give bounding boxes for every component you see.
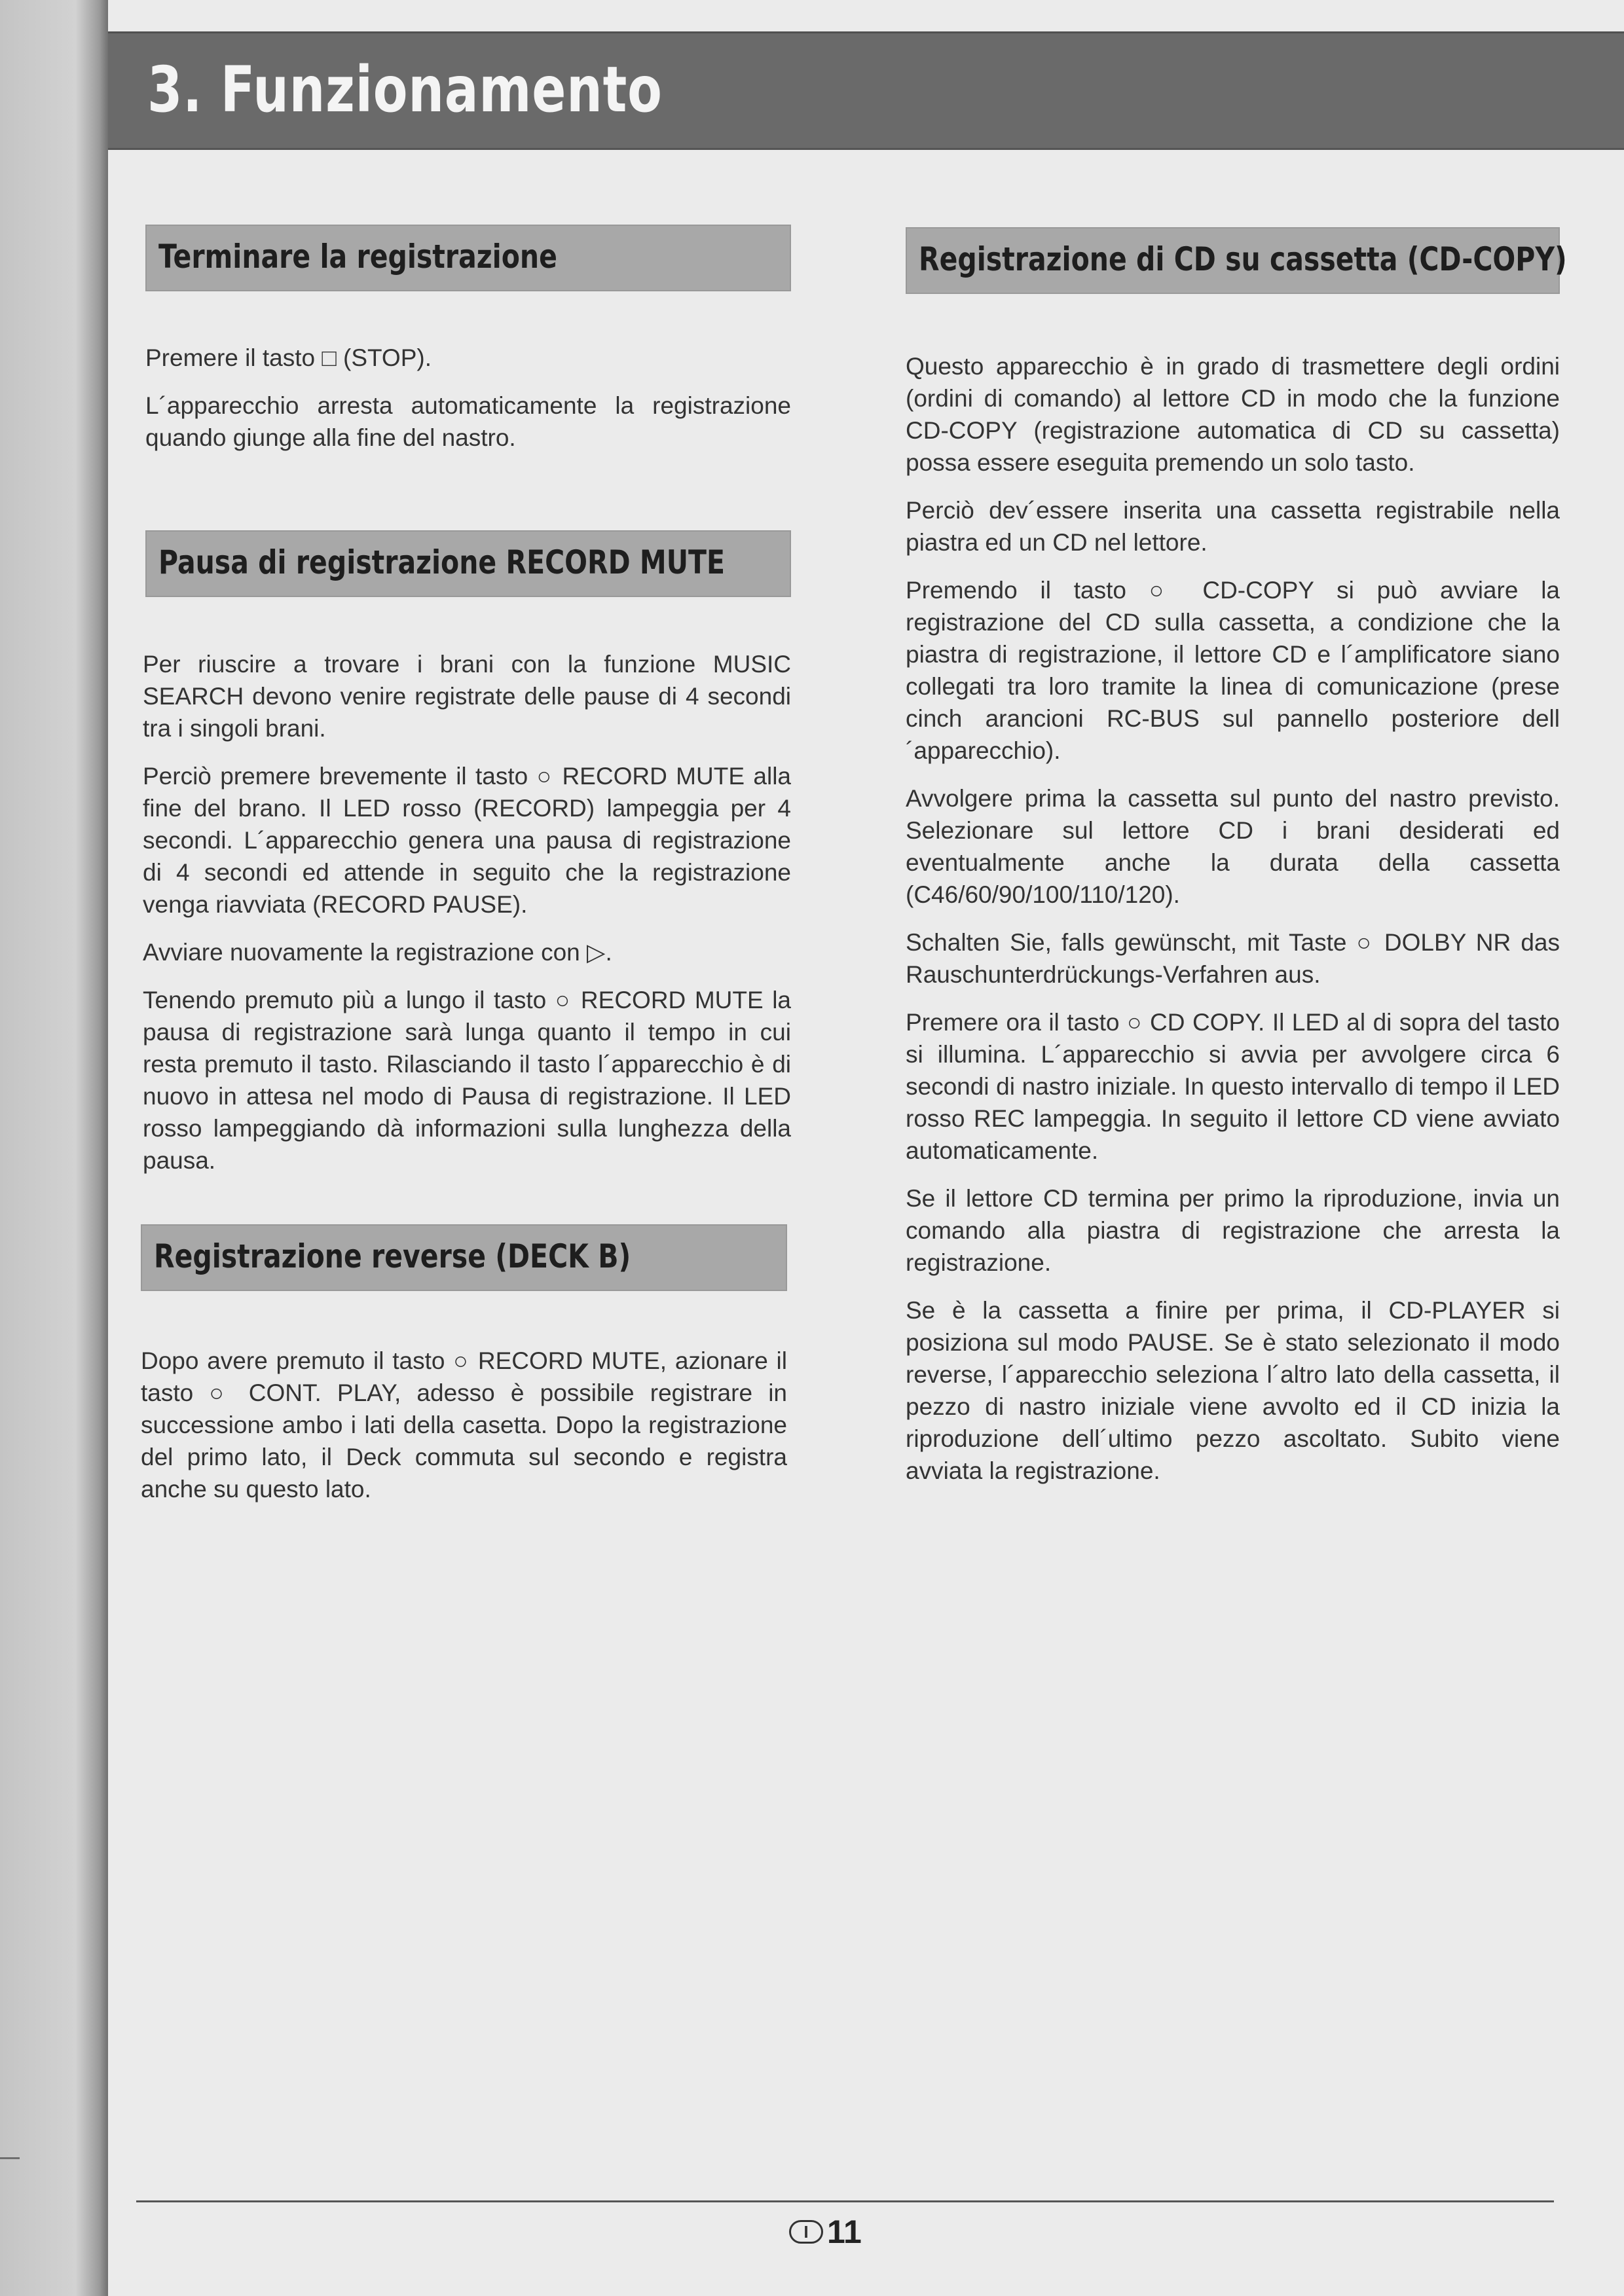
section-heading-text: Terminare la registrazione: [158, 238, 557, 276]
paragraph: Dopo avere premuto il tasto ○ RECORD MUTE, azionare il tasto ○ CONT. PLAY, adesso è possibile registrare in successione ambo i lati della casetta. Dopo la registrazione del primo lato, il Deck commuta sul secondo e registra anche su questo lato.: [141, 1347, 787, 1503]
section-heading-cd-copy: [906, 227, 1567, 294]
chapter-title: 3. Funzionamento: [147, 53, 663, 126]
footer-rule: [136, 2200, 1554, 2202]
paragraph: Schalten Sie, falls gewünscht, mit Taste ○ DOLBY NR das Rauschunterdrückungs-Verfahren aus.: [906, 929, 1560, 988]
section-heading-text: Registrazione di CD su cassetta (CD-COPY): [919, 240, 1567, 278]
section-body-reverse: [141, 1345, 787, 1521]
paragraph: Se è la cassetta a finire per prima, il CD-PLAYER si posiziona sul modo PAUSE. Se è stato selezionato il modo reverse, l´apparecchio seleziona l´altro lato della cassetta, il pezzo di nastro iniziale viene avvolto ed il CD inizia la riproduzione dell´ultimo pezzo ascoltato. Subito viene avviata la registrazione.: [906, 1297, 1560, 1484]
paragraph: Avviare nuovamente la registrazione con ▷.: [143, 939, 612, 966]
chapter-header-bar: [108, 31, 1624, 150]
section-heading-text: Registrazione reverse (DECK B): [154, 1237, 631, 1275]
paragraph: Questo apparecchio è in grado di trasmettere degli ordini (ordini di comando) al lettore CD in modo che la funzione CD-COPY (registrazione automatica di CD su cassetta) possa essere eseguita premendo un solo tasto.: [906, 353, 1560, 476]
binding-mark: [0, 2157, 20, 2159]
paragraph: Perciò dev´essere inserita una cassetta registrabile nella piastra ed un CD nel lettore.: [906, 497, 1560, 556]
section-body-terminare: [145, 342, 791, 469]
paragraph: Premendo il tasto ○ CD-COPY si può avviare la registrazione del CD sulla cassetta, a condizione che la piastra di registrazione, il lettore CD e l´amplificatore siano collegati tra loro tramite la linea di comunicazione (prese cinch arancioni RC-BUS sul pannello posteriore dell´apparecchio).: [906, 577, 1560, 764]
section-heading-pausa: [145, 530, 791, 597]
paragraph: Avvolgere prima la cassetta sul punto del nastro previsto. Selezionare sul lettore CD i brani desiderati ed eventualmente anche la durata della cassetta (C46/60/90/100/110/120).: [906, 785, 1560, 908]
paragraph: L´apparecchio arresta automaticamente la registrazione quando giunge alla fine del nastro.: [145, 392, 791, 451]
paragraph: Premere il tasto □ (STOP).: [145, 344, 432, 371]
paragraph: Perciò premere brevemente il tasto ○ RECORD MUTE alla fine del brano. Il LED rosso (RECORD) lampeggia per 4 secondi. L´apparecchio genera una pausa di registrazione di 4 secondi ed attende in seguito che la registrazione venga riavviata (RECORD PAUSE).: [143, 763, 791, 918]
paragraph: Tenendo premuto più a lungo il tasto ○ RECORD MUTE la pausa di registrazione sarà lunga quanto il tempo in cui resta premuto il tasto. Rilasciando il tasto l´apparecchio è di nuovo in attesa nel modo di Pausa di registrazione. Il LED rosso lampeggiando dà informazioni sulla lunghezza della pausa.: [143, 987, 791, 1174]
paragraph: Premere ora il tasto ○ CD COPY. Il LED al di sopra del tasto si illumina. L´apparecchio si avvia per avvolgere circa 6 secondi di nastro iniziale. In questo intervallo di tempo il LED rosso REC lampeggia. In seguito il lettore CD viene avviato automaticamente.: [906, 1009, 1560, 1164]
page-number: 11: [827, 2214, 862, 2250]
section-body-cd-copy: [906, 350, 1560, 1503]
paragraph: Per riuscire a trovare i brani con la funzione MUSIC SEARCH devono venire registrate delle pause di 4 secondi tra i singoli brani.: [143, 651, 791, 742]
section-body-pausa: [143, 648, 791, 1192]
section-heading-reverse: [141, 1224, 787, 1291]
language-badge: I: [789, 2220, 823, 2244]
section-heading-text: Pausa di registrazione RECORD MUTE: [158, 543, 725, 581]
page-binding-edge: [0, 0, 108, 2296]
section-heading-terminare: [145, 225, 791, 291]
paragraph: Se il lettore CD termina per primo la riproduzione, invia un comando alla piastra di registrazione che arresta la registrazione.: [906, 1185, 1560, 1276]
page-folio: [789, 2213, 862, 2251]
